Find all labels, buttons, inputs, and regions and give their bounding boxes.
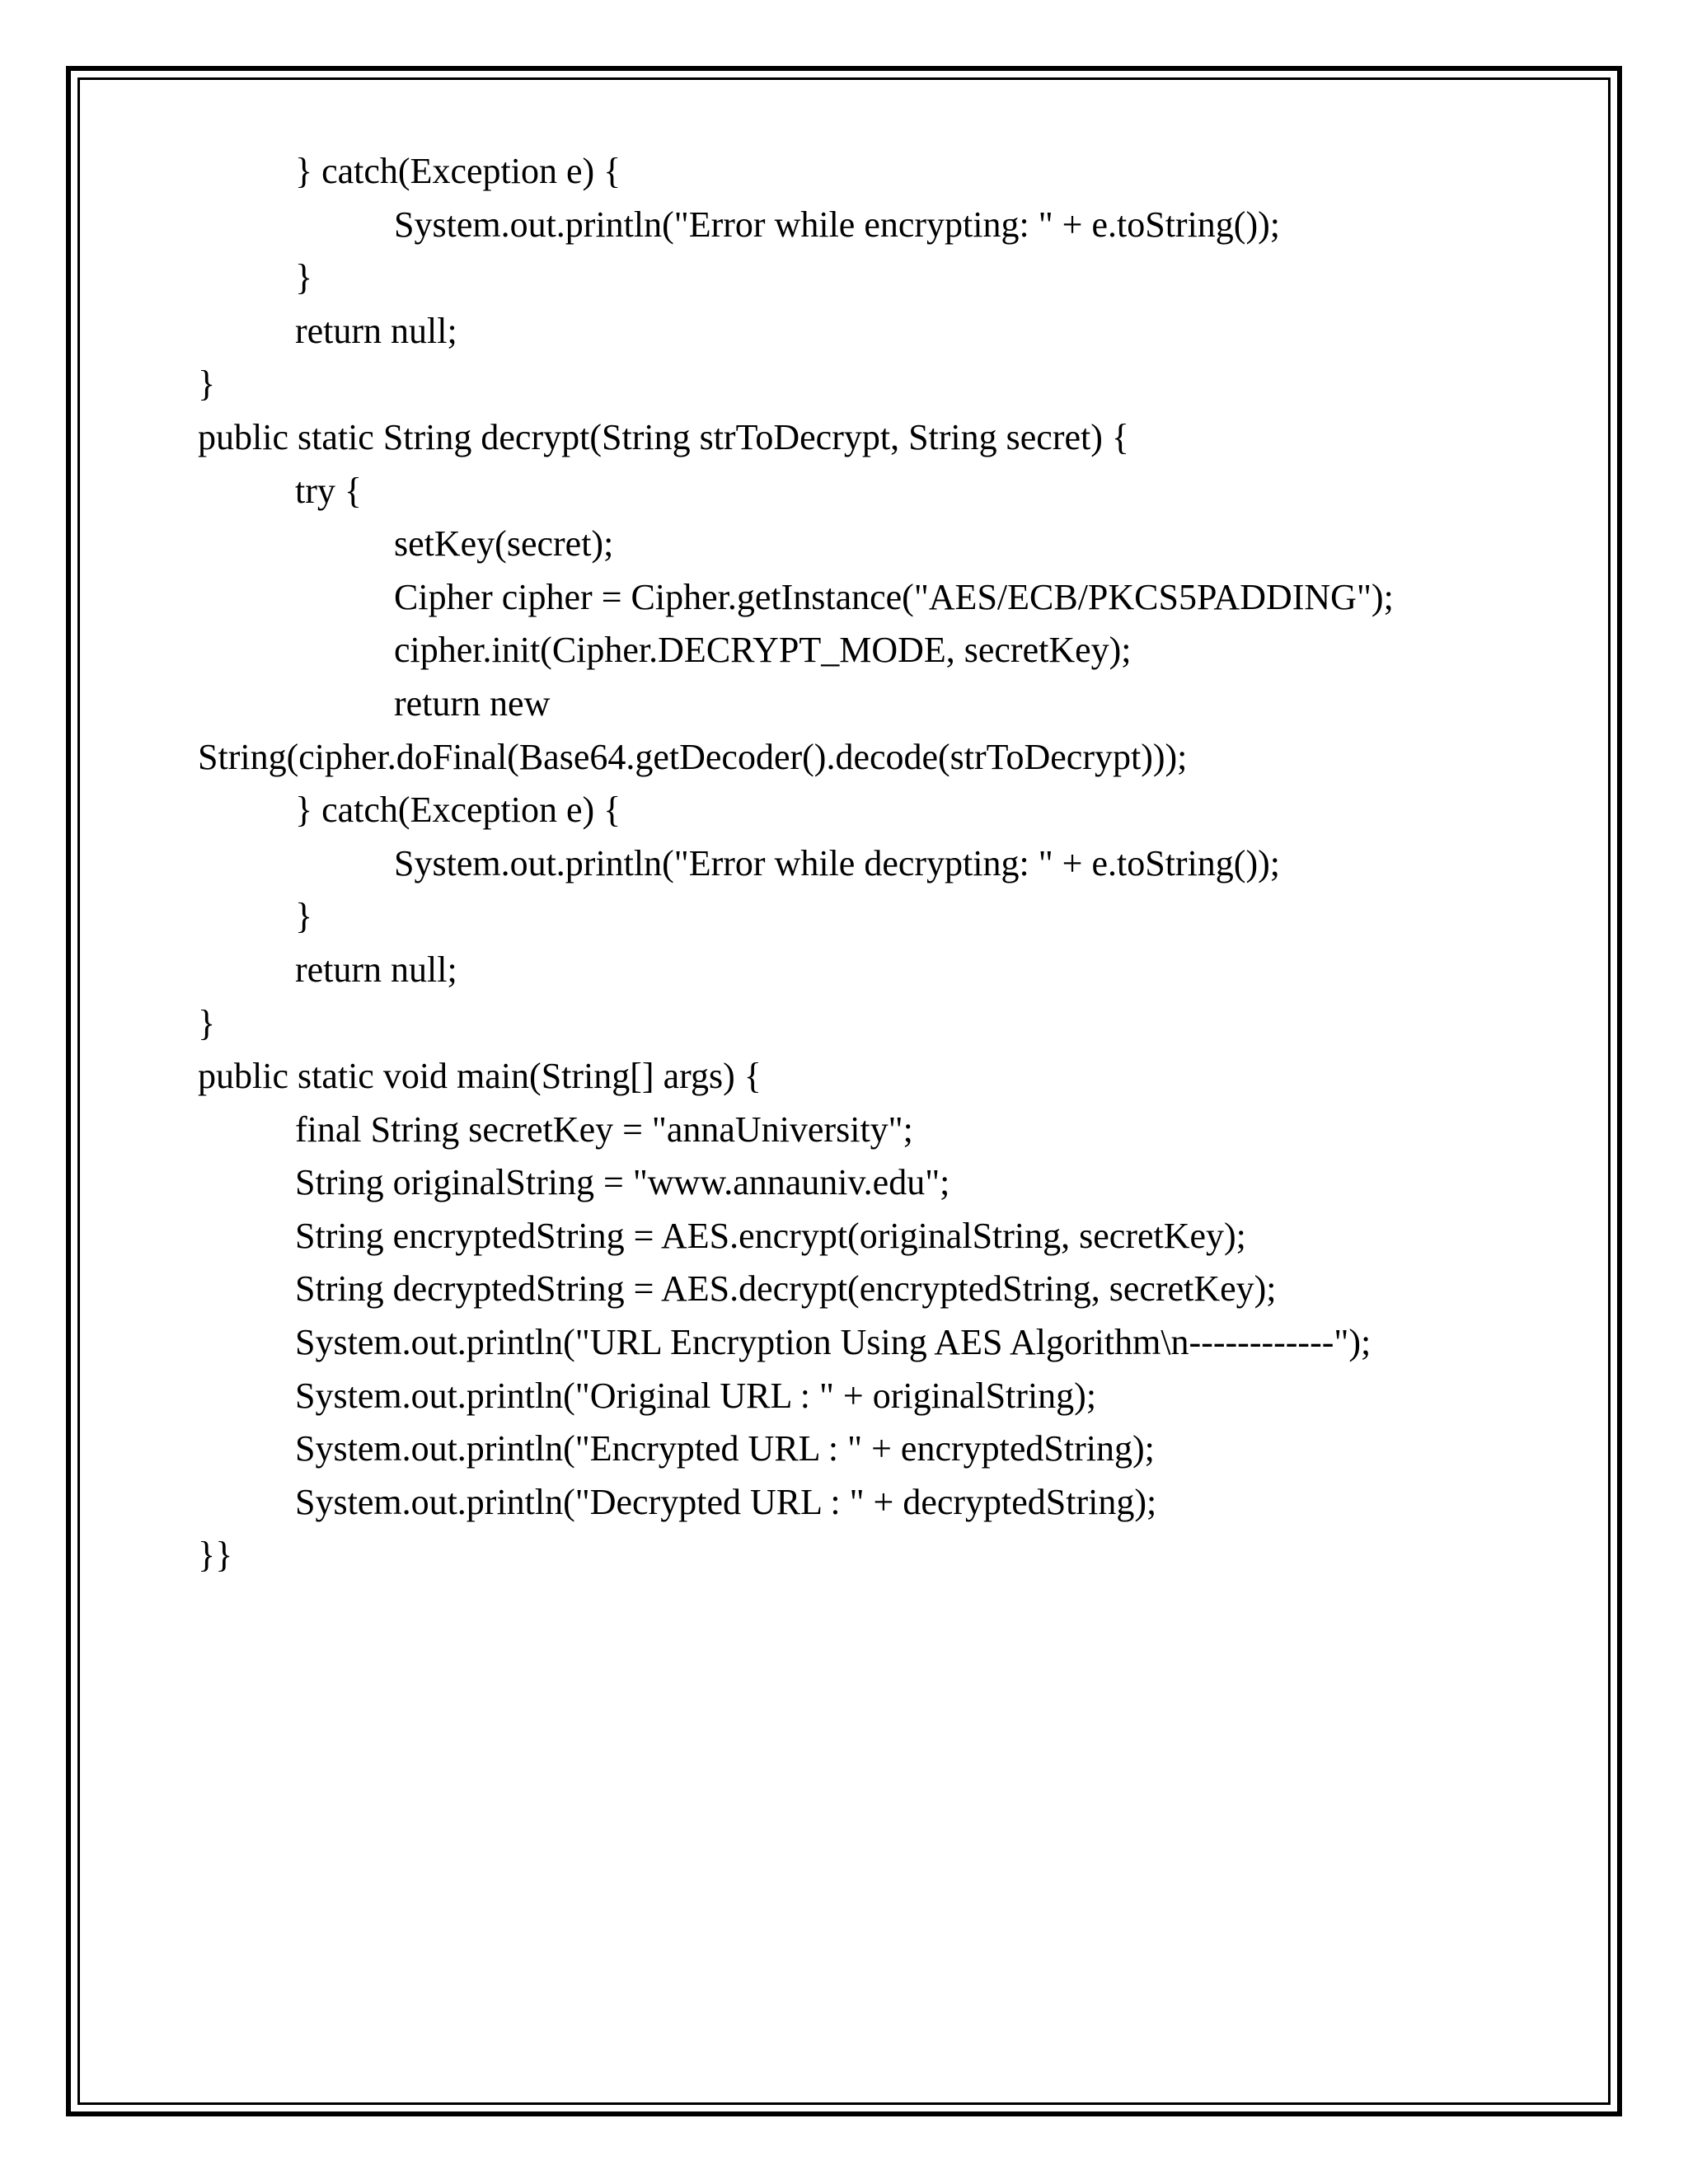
code-line-text: String(cipher.doFinal(Base64.getDecoder().decode(strToDecrypt)));: [198, 736, 1188, 777]
code-line-text: System.out.println("Original URL : " + originalString);: [295, 1375, 1097, 1416]
code-line-text: setKey(secret);: [394, 523, 614, 565]
code-line: [0, 1210, 1688, 1263]
code-line: [0, 1263, 1688, 1316]
code-line-text: return null;: [295, 949, 457, 990]
code-line: [0, 571, 1688, 625]
code-line: [0, 1050, 1688, 1104]
code-line-text: } catch(Exception e) {: [295, 151, 621, 191]
code-line-text: System.out.println("URL Encryption Using AES Algorithm\n------------");: [295, 1322, 1372, 1363]
code-line: [0, 411, 1688, 465]
code-line-text: System.out.println("Encrypted URL : " + encryptedString);: [295, 1428, 1155, 1469]
code-line-text: System.out.println("Error while decrypting: " + e.toString());: [394, 842, 1280, 883]
code-line-text: public static void main(String[] args) {: [198, 1056, 762, 1097]
code-line: [0, 731, 1688, 785]
code-line: [0, 358, 1688, 411]
code-line: [0, 890, 1688, 944]
code-line: [0, 465, 1688, 518]
code-line: [0, 1156, 1688, 1210]
code-line-text: return new: [394, 682, 551, 724]
code-line-text: String originalString = "www.annauniv.edu";: [295, 1162, 950, 1203]
code-line-text: }}: [198, 1535, 233, 1576]
code-line-text: }: [295, 257, 313, 298]
code-line: [0, 251, 1688, 305]
code-line-text: System.out.println("Decrypted URL : " + decryptedString);: [295, 1481, 1157, 1522]
code-line-text: }: [198, 1002, 216, 1043]
code-line: [0, 1370, 1688, 1423]
code-line-text: Cipher cipher = Cipher.getInstance("AES/ECB/PKCS5PADDING");: [394, 576, 1394, 617]
code-line: [0, 997, 1688, 1051]
code-line: [0, 145, 1688, 199]
code-line-text: String decryptedString = AES.decrypt(encryptedString, secretKey);: [295, 1268, 1277, 1310]
code-line-text: cipher.init(Cipher.DECRYPT_MODE, secretKey);: [394, 630, 1132, 671]
code-line: [0, 199, 1688, 252]
code-line: [0, 305, 1688, 359]
code-line: [0, 837, 1688, 891]
code-line: [0, 624, 1688, 677]
code-line-text: String encryptedString = AES.encrypt(originalString, secretKey);: [295, 1215, 1246, 1256]
code-line-text: try {: [295, 470, 362, 511]
code-line-text: System.out.println("Error while encrypting: " + e.toString());: [394, 204, 1280, 245]
code-line-text: public static String decrypt(String strToDecrypt, String secret) {: [198, 416, 1130, 457]
code-line: [0, 518, 1688, 571]
code-line: [0, 1529, 1688, 1582]
code-line: [0, 1316, 1688, 1370]
code-line-text: } catch(Exception e) {: [295, 790, 621, 831]
code-line: [0, 1422, 1688, 1476]
code-line-text: }: [198, 363, 216, 405]
code-line: [0, 1104, 1688, 1157]
code-line-text: }: [295, 896, 313, 937]
code-line: [0, 1476, 1688, 1530]
code-line-text: return null;: [295, 310, 457, 351]
code-listing: [0, 145, 1688, 1582]
code-line: [0, 784, 1688, 837]
code-line-text: final String secretKey = "annaUniversity";: [295, 1108, 913, 1150]
code-line: [0, 944, 1688, 997]
code-line: [0, 677, 1688, 731]
